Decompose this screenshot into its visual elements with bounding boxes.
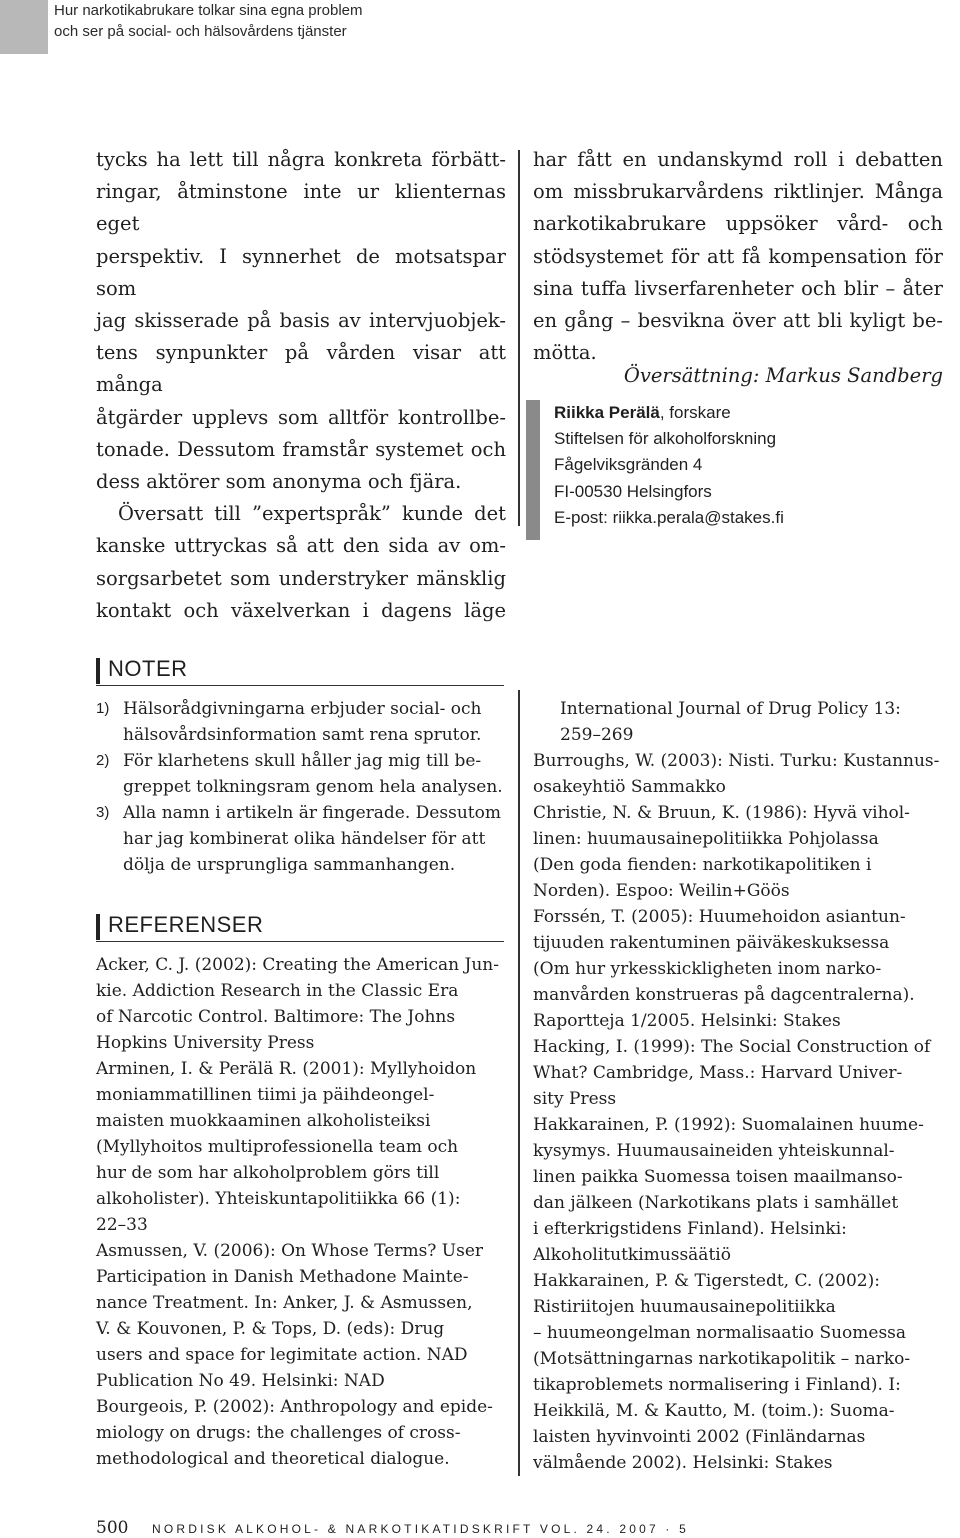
note-line: Hälsorådgivningarna erbjuder social- och bbox=[123, 699, 482, 719]
note-number: 2) bbox=[96, 752, 110, 769]
reference-line: Hacking, I. (1999): The Social Construction of bbox=[533, 1037, 931, 1057]
column-rule-top bbox=[518, 150, 520, 526]
header-marker bbox=[0, 0, 48, 54]
reference-line: Bourgeois, P. (2002): Anthropology and epide- bbox=[96, 1397, 493, 1417]
reference-line: (Myllyhoitos multiprofessionella team och bbox=[96, 1137, 459, 1157]
reference-line: i efterkrigstidens Finland). Helsinki: bbox=[533, 1219, 847, 1239]
body-line: mötta. bbox=[533, 341, 597, 365]
reference-line: of Narcotic Control. Baltimore: The Johns bbox=[96, 1007, 456, 1027]
reference-line: tikaproblemets normalisering i Finland). I: bbox=[533, 1375, 901, 1395]
reference-line: osakeyhtiö Sammakko bbox=[533, 777, 726, 797]
reference-line: välmående 2002). Helsinki: Stakes bbox=[533, 1453, 833, 1473]
reference-line: What? Cambridge, Mass.: Harvard Univer- bbox=[533, 1063, 903, 1083]
reference-line: International Journal of Drug Policy 13: bbox=[560, 699, 901, 719]
reference-line: – huumeongelman normalisaatio Suomessa bbox=[533, 1323, 907, 1343]
note-line: greppet tolkningsram genom hela analysen. bbox=[123, 777, 503, 797]
reference-line: linen: huumausainepolitiikka Pohjolassa bbox=[533, 829, 879, 849]
body-column-right bbox=[533, 144, 943, 369]
author-details bbox=[554, 400, 784, 531]
reference-line: miology on drugs: the challenges of cross- bbox=[96, 1423, 461, 1443]
reference-item bbox=[96, 952, 508, 1056]
reference-item bbox=[533, 800, 945, 904]
note-item bbox=[96, 748, 508, 800]
body-line: om missbrukarvårdens riktlinjer. Många bbox=[533, 180, 943, 204]
reference-line: Asmussen, V. (2006): On Whose Terms? User bbox=[96, 1241, 484, 1261]
reference-line: Burroughs, W. (2003): Nisti. Turku: Kustannus- bbox=[533, 751, 940, 771]
note-line: Alla namn i artikeln är fingerade. Dessutom bbox=[123, 803, 501, 823]
reference-line: Hakkarainen, P. & Tigerstedt, C. (2002): bbox=[533, 1271, 880, 1291]
body-line: tycks ha lett till några konkreta förbätt- bbox=[96, 148, 506, 171]
author-block bbox=[526, 400, 946, 540]
references-heading-bar bbox=[96, 914, 100, 940]
body-line: Översatt till ”expertspråk” kunde det bbox=[118, 502, 506, 526]
notes-heading-label: NOTER bbox=[108, 656, 188, 681]
notes-heading-rule bbox=[96, 685, 504, 686]
reference-line: Ristiriitojen huumausainepolitiikka bbox=[533, 1297, 836, 1317]
reference-line: kie. Addiction Research in the Classic Era bbox=[96, 981, 459, 1001]
body-line: ringar, åtminstone inte ur klienternas eget bbox=[96, 180, 506, 236]
journal-name: NORDISK ALKOHOL- & NARKOTIKATIDSKRIFT VOL. 24. 2007 · 5 bbox=[152, 1522, 690, 1536]
reference-line: methodological and theoretical dialogue. bbox=[96, 1449, 450, 1469]
reference-item bbox=[96, 1394, 508, 1472]
author-org: Stiftelsen för alkoholforskning bbox=[554, 429, 777, 449]
reference-line: nance Treatment. In: Anker, J. & Asmussen, bbox=[96, 1293, 473, 1313]
references-list-right bbox=[533, 696, 945, 1476]
reference-line: Heikkilä, M. & Kautto, M. (toim.): Suoma- bbox=[533, 1401, 895, 1421]
reference-line: kysymys. Huumausaineiden yhteiskunnal- bbox=[533, 1141, 895, 1161]
body-line: narkotikabrukare uppsöker vård- och bbox=[533, 212, 943, 236]
translator-credit: Översättning: Markus Sandberg bbox=[623, 364, 943, 387]
reference-line: Acker, C. J. (2002): Creating the American Jun- bbox=[96, 955, 499, 975]
reference-line: Norden). Espoo: Weilin+Göös bbox=[533, 881, 790, 901]
reference-line: V. & Kouvonen, P. & Tops, D. (eds): Drug bbox=[96, 1319, 445, 1339]
body-line: stödsystemet för att få kompensation för bbox=[533, 244, 943, 268]
reference-item bbox=[533, 748, 945, 800]
reference-item bbox=[96, 1238, 508, 1394]
references-heading-label: REFERENSER bbox=[108, 912, 264, 937]
author-role: , forskare bbox=[659, 403, 731, 422]
reference-line: Participation in Danish Methadone Mainte- bbox=[96, 1267, 469, 1287]
author-email: E-post: riikka.perala@stakes.fi bbox=[554, 507, 784, 527]
reference-line: alkoholister). Yhteiskuntapolitiikka 66 (1): bbox=[96, 1189, 461, 1209]
reference-item bbox=[96, 1056, 508, 1238]
reference-item bbox=[533, 1112, 945, 1268]
reference-item bbox=[533, 1034, 945, 1112]
reference-line: (Den goda fienden: narkotikapolitiken i bbox=[533, 855, 872, 875]
note-line: har jag kombinerat olika händelser för att bbox=[123, 829, 486, 849]
author-city: FI-00530 Helsingfors bbox=[554, 481, 712, 501]
page-footer bbox=[96, 1518, 946, 1538]
body-line: sorgsarbetet som understryker mänsklig bbox=[96, 566, 506, 590]
reference-line: maisten muokkaaminen alkoholisteiksi bbox=[96, 1111, 431, 1131]
reference-line: Raportteja 1/2005. Helsinki: Stakes bbox=[533, 1011, 841, 1031]
reference-line: (Motsättningarnas narkotikapolitik – narko- bbox=[533, 1349, 911, 1369]
note-number: 1) bbox=[96, 700, 110, 717]
notes-heading-bar bbox=[96, 658, 100, 684]
author-bar bbox=[526, 400, 540, 540]
reference-line: dan jälkeen (Narkotikans plats i samhället bbox=[533, 1193, 899, 1213]
note-item bbox=[96, 800, 508, 878]
page-number: 500 bbox=[96, 1518, 129, 1538]
reference-line: moniammatillinen tiimi ja päihdeongel- bbox=[96, 1085, 435, 1105]
author-name-line bbox=[554, 400, 784, 426]
reference-line: Hopkins University Press bbox=[96, 1033, 315, 1053]
body-line: tens synpunkter på vården visar att många bbox=[96, 341, 506, 397]
reference-line: tijuuden rakentuminen päiväkeskuksessa bbox=[533, 933, 890, 953]
running-header bbox=[0, 0, 960, 54]
note-item bbox=[96, 696, 508, 748]
references-heading-rule bbox=[96, 941, 504, 942]
reference-line: Forssén, T. (2005): Huumehoidon asiantun- bbox=[533, 907, 906, 927]
reference-line: Christie, N. & Bruun, K. (1986): Hyvä vihol- bbox=[533, 803, 910, 823]
body-line: har fått en undanskymd roll i debatten bbox=[533, 148, 943, 171]
reference-item bbox=[533, 904, 945, 1034]
running-title-line-2: och ser på social- och hälsovårdens tjänster bbox=[54, 23, 347, 40]
references-list-left bbox=[96, 952, 508, 1472]
body-line: kontakt och växelverkan i dagens läge bbox=[96, 598, 506, 622]
reference-line: Hakkarainen, P. (1992): Suomalainen huume- bbox=[533, 1115, 924, 1135]
reference-line: (Om hur yrkesskickligheten inom narko- bbox=[533, 959, 882, 979]
author-street: Fågelviksgränden 4 bbox=[554, 455, 703, 475]
references-heading bbox=[96, 910, 506, 940]
reference-continuation bbox=[533, 696, 945, 748]
reference-line: 22–33 bbox=[96, 1215, 148, 1235]
reference-line: Arminen, I. & Perälä R. (2001): Myllyhoidon bbox=[96, 1059, 477, 1079]
notes-list bbox=[96, 696, 508, 878]
reference-item bbox=[533, 1268, 945, 1476]
reference-line: Publication No 49. Helsinki: NAD bbox=[96, 1371, 385, 1391]
reference-line: manvården konstrueras på dagcentralerna). bbox=[533, 985, 915, 1005]
author-name: Riikka Perälä bbox=[554, 403, 660, 422]
reference-line: 259–269 bbox=[560, 725, 634, 745]
reference-line: laisten hyvinvointi 2002 (Finländarnas bbox=[533, 1427, 866, 1447]
note-line: hälsovårdsinformation samt rena sprutor. bbox=[123, 725, 482, 745]
note-line: För klarhetens skull håller jag mig till be- bbox=[123, 751, 482, 771]
reference-line: Alkoholitutkimussäätiö bbox=[533, 1245, 731, 1265]
column-rule-bottom bbox=[518, 690, 520, 1476]
body-line: åtgärder upplevs som alltför kontrollbe- bbox=[96, 405, 506, 429]
body-line: dess aktörer som anonyma och fjära. bbox=[96, 470, 462, 494]
notes-heading bbox=[96, 654, 506, 684]
note-number: 3) bbox=[96, 804, 110, 821]
body-line: en gång – besvikna över att bli kyligt be- bbox=[533, 309, 943, 333]
body-line: sina tuffa livserfarenheter och blir – åter bbox=[533, 276, 943, 300]
body-line: jag skisserade på basis av intervjuobjek- bbox=[96, 309, 506, 333]
running-title-line-1: Hur narkotikabrukare tolkar sina egna problem bbox=[54, 2, 363, 19]
running-title bbox=[54, 0, 614, 54]
reference-line: hur de som har alkoholproblem görs till bbox=[96, 1163, 440, 1183]
note-line: dölja de ursprungliga sammanhangen. bbox=[123, 855, 456, 875]
body-line: perspektiv. I synnerhet de motsatspar som bbox=[96, 244, 506, 300]
body-line: tonade. Dessutom framstår systemet och bbox=[96, 437, 506, 461]
body-line: kanske uttryckas så att den sida av om- bbox=[96, 534, 506, 558]
body-column-left bbox=[96, 144, 506, 627]
reference-line: sity Press bbox=[533, 1089, 617, 1109]
reference-line: linen paikka Suomessa toisen maailmanso- bbox=[533, 1167, 903, 1187]
reference-line: users and space for legimitate action. NAD bbox=[96, 1345, 468, 1365]
